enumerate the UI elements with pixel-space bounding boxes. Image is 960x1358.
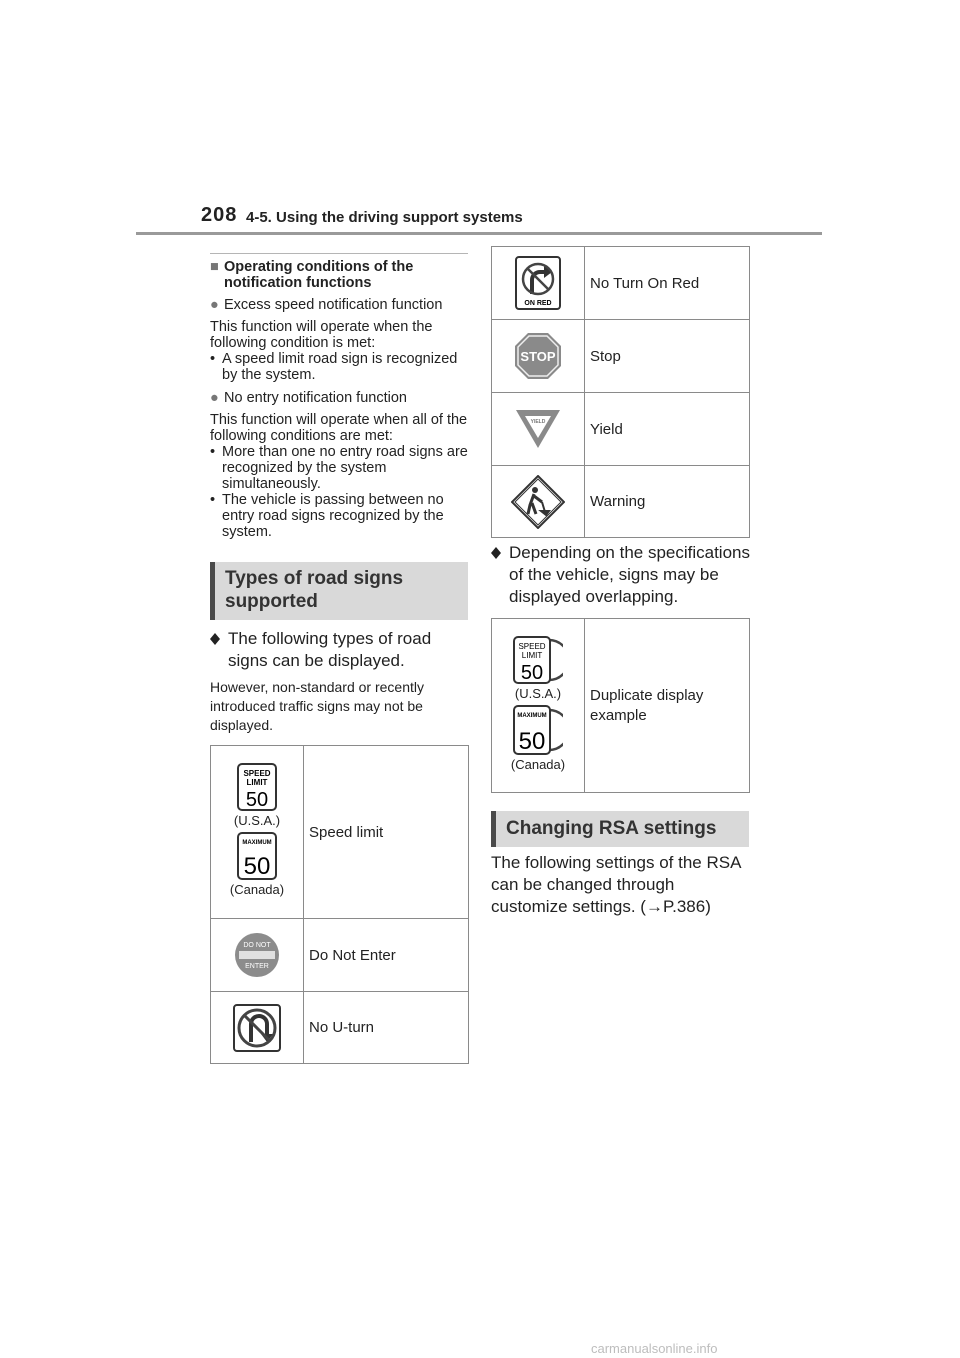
excess-speed-block bbox=[210, 297, 468, 383]
sign-label: Do Not Enter bbox=[304, 919, 469, 992]
page-reference-link[interactable]: P.386 bbox=[662, 897, 706, 916]
sign-table-left bbox=[210, 745, 469, 1064]
svg-text:MAXIMUM: MAXIMUM bbox=[242, 840, 272, 846]
sign-table-right bbox=[491, 246, 750, 538]
item-body: This function will operate when all of the following conditions are met: bbox=[210, 412, 468, 444]
sign-label: Stop bbox=[585, 320, 750, 393]
speed-limit-usa-sign-icon bbox=[237, 763, 277, 811]
circle-marker: ● bbox=[210, 390, 219, 406]
svg-text:SPEED: SPEED bbox=[243, 769, 271, 778]
item-body: This function will operate when the following condition is met: bbox=[210, 319, 433, 351]
sign-image-cell bbox=[492, 466, 585, 538]
diamond-marker bbox=[210, 628, 220, 645]
svg-text:LIMIT: LIMIT bbox=[246, 778, 268, 787]
duplicate-label: Duplicate display example bbox=[585, 619, 750, 793]
sign-label: Warning bbox=[585, 466, 750, 538]
square-marker: ■ bbox=[210, 259, 219, 275]
yield-sign-icon bbox=[515, 409, 561, 449]
no-entry-block bbox=[210, 390, 468, 540]
overlap-bullet bbox=[491, 542, 753, 608]
table-row bbox=[492, 393, 750, 466]
header-rule bbox=[136, 232, 822, 235]
list-item: • The vehicle is passing between no entry road signs recognized by the system. bbox=[210, 492, 444, 540]
caption-canada: (Canada) bbox=[229, 882, 285, 897]
duplicate-speed-limit-usa-icon bbox=[513, 636, 563, 684]
svg-text:DO NOT: DO NOT bbox=[243, 942, 271, 949]
warning-sign-icon bbox=[511, 475, 565, 529]
rsa-text-body: The following settings of the RSA can be changed through customize settings. ( bbox=[491, 853, 741, 916]
svg-text:MAXIMUM: MAXIMUM bbox=[517, 712, 547, 719]
types-heading: Types of road signs supported bbox=[210, 562, 468, 620]
diamond-marker bbox=[491, 542, 501, 559]
svg-text:LIMIT: LIMIT bbox=[521, 650, 543, 660]
list-item: • More than one no entry road signs are recognized by the system simultaneously. bbox=[210, 444, 468, 492]
table-row bbox=[211, 992, 469, 1064]
sign-image-cell bbox=[492, 393, 585, 466]
types-bullet bbox=[210, 628, 468, 672]
sign-image-cell bbox=[211, 919, 304, 992]
arrow-icon: → bbox=[645, 897, 663, 916]
types-note: However, non-standard or recently introduced traffic signs may not be displayed. bbox=[210, 679, 424, 733]
table-row bbox=[492, 320, 750, 393]
list-item: • A speed limit road sign is recognized by the system. bbox=[210, 351, 458, 383]
no-u-turn-sign-icon bbox=[233, 1004, 281, 1052]
svg-text:50: 50 bbox=[520, 661, 544, 684]
caption-canada: (Canada) bbox=[510, 756, 566, 772]
sign-image-cell bbox=[492, 320, 585, 393]
table-row bbox=[492, 247, 750, 320]
speed-limit-canada-sign-icon bbox=[237, 832, 277, 880]
sign-image-cell bbox=[211, 992, 304, 1064]
watermark: carmanualsonline.info bbox=[591, 1341, 718, 1356]
page-number: 208 bbox=[201, 204, 238, 226]
operating-conditions-heading bbox=[210, 259, 468, 291]
svg-text:50: 50 bbox=[245, 789, 269, 811]
rsa-text: The following settings of the RSA can be changed through customize settings. (→P.386) bbox=[491, 853, 741, 916]
svg-text:STOP: STOP bbox=[520, 349, 556, 364]
sign-label: Speed limit bbox=[304, 746, 469, 919]
svg-text:YIELD: YIELD bbox=[530, 419, 546, 425]
table-row bbox=[211, 746, 469, 919]
section-title: 4-5. Using the driving support systems bbox=[246, 209, 523, 226]
types-bullet-text: The following types of road signs can be displayed. bbox=[228, 629, 432, 670]
table-row bbox=[211, 919, 469, 992]
duplicate-display-table bbox=[491, 618, 750, 793]
speed-limit-signs-cell bbox=[211, 746, 304, 919]
sign-label: Yield bbox=[585, 393, 750, 466]
overlap-bullet-text: Depending on the specifications of the vehicle, signs may be displayed overlapping. bbox=[509, 543, 750, 606]
sign-image-cell bbox=[492, 247, 585, 320]
svg-text:50: 50 bbox=[518, 727, 546, 755]
svg-text:ON RED: ON RED bbox=[524, 300, 552, 307]
caption-usa: (U.S.A.) bbox=[233, 813, 281, 828]
caption-usa: (U.S.A.) bbox=[514, 685, 562, 701]
stop-sign-icon bbox=[514, 332, 562, 380]
do-not-enter-sign-icon bbox=[234, 932, 280, 978]
rsa-heading: Changing RSA settings bbox=[491, 811, 749, 847]
table-row bbox=[492, 466, 750, 538]
circle-marker: ● bbox=[210, 297, 219, 313]
no-turn-on-red-sign-icon bbox=[515, 256, 561, 310]
sign-label: No Turn On Red bbox=[585, 247, 750, 320]
sub-heading-text: Operating conditions of the notification functions bbox=[224, 259, 414, 291]
duplicate-speed-limit-canada-icon bbox=[513, 705, 563, 755]
column-rule bbox=[210, 253, 468, 254]
svg-text:SPEED: SPEED bbox=[518, 641, 546, 651]
sign-label: No U-turn bbox=[304, 992, 469, 1064]
svg-text:ENTER: ENTER bbox=[245, 963, 269, 970]
svg-text:50: 50 bbox=[243, 853, 271, 880]
duplicate-signs-cell bbox=[492, 619, 585, 793]
item-title: No entry notification function bbox=[224, 390, 407, 406]
item-title: Excess speed notification function bbox=[224, 297, 443, 313]
table-row bbox=[492, 619, 750, 793]
